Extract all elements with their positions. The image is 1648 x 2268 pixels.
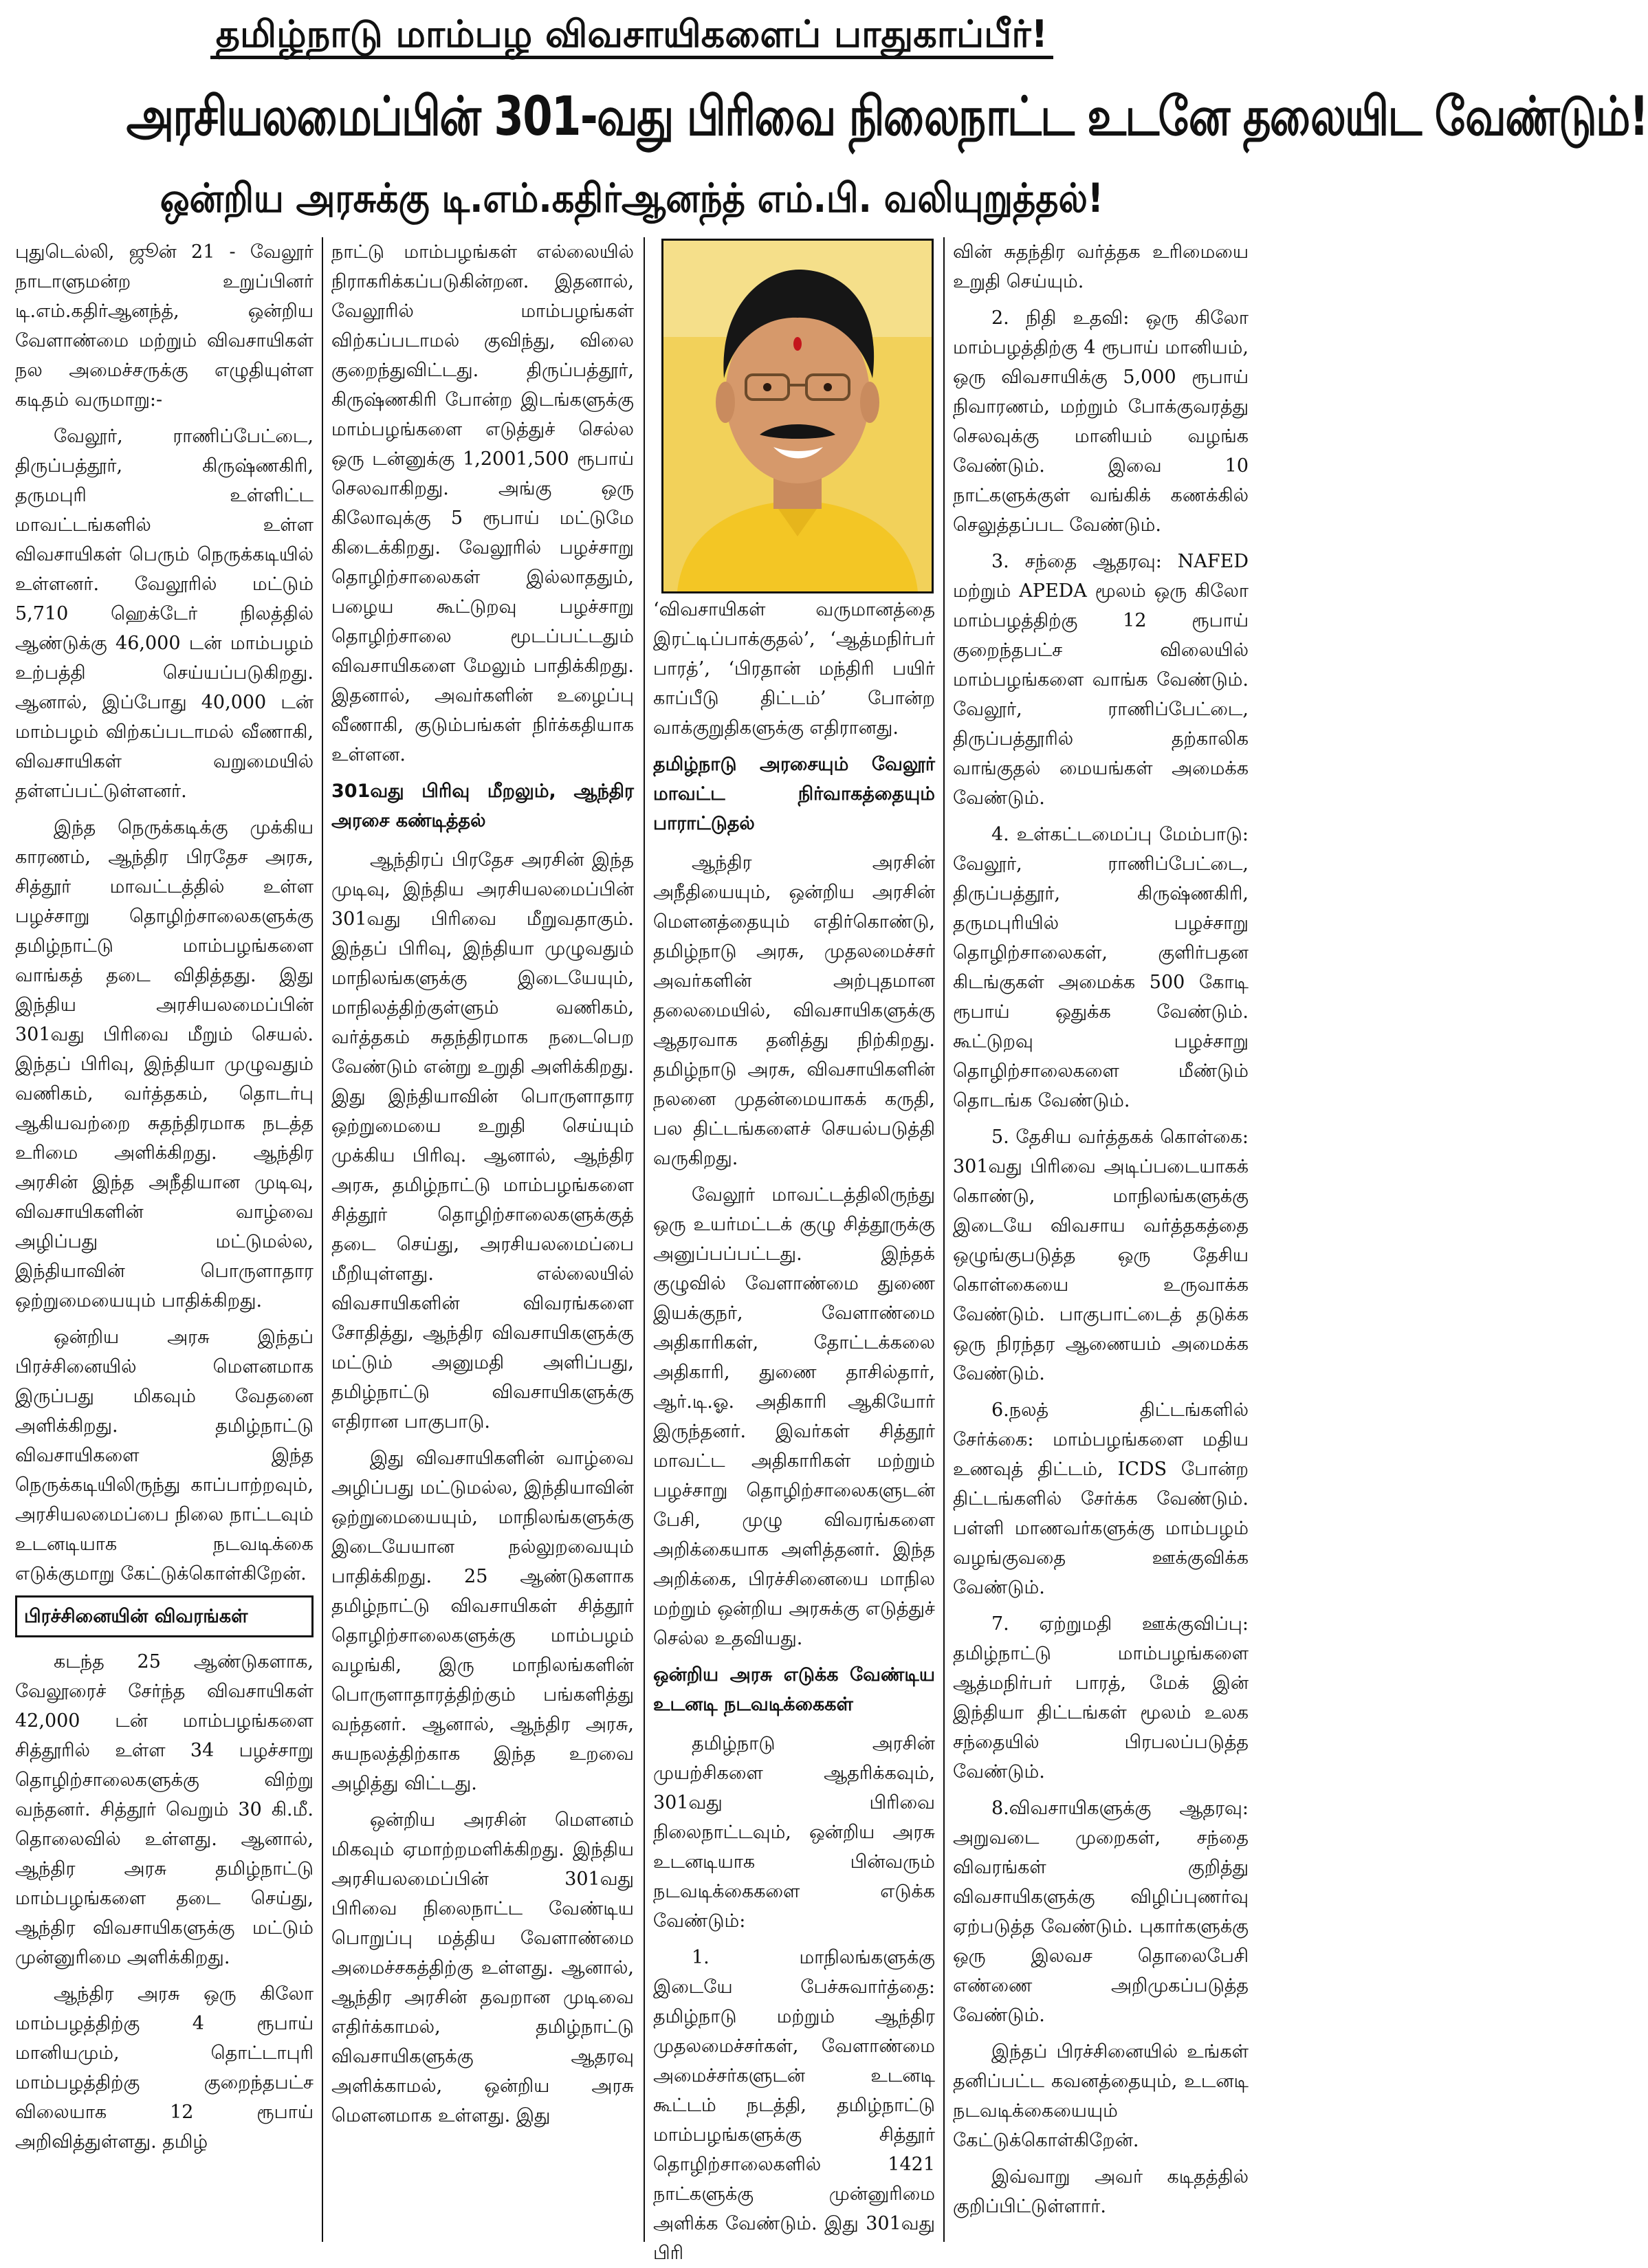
subheading: 301வது பிரிவு மீறலும், ஆந்திர அரசை கண்டித்தல் <box>331 781 634 831</box>
paragraph: 6.நலத் திட்டங்களில் சேர்க்கை: மாம்பழங்களை மதிய உணவுத் திட்டம், ICDS போன்ற திட்டங்களில் சேர்க்க வேண்டும். பள்ளி மாணவர்களுக்கு மாம்பழம் வழங்குவதை ஊக்குவிக்க வேண்டும். <box>953 1399 1249 1598</box>
paragraph: வேலூர், ராணிப்பேட்டை, திருப்பத்தூர், கிருஷ்ணகிரி, தருமபுரி உள்ளிட்ட மாவட்டங்களில் உள்ள விவசாயிகள் பெரும் நெருக்கடியில் உள்ளனர். வேலூரில் மட்டும் 5,710 ஹெக்டேர் நிலத்தில் ஆண்டுக்கு 46,000 டன் மாம்பழம் உற்பத்தி செய்யப்படுகிறது. ஆனால், இப்போது 40,000 டன் மாம்பழம் விற்கப்படாமல் வீணாகி, விவசாயிகள் வறுமையில் தள்ளப்பட்டுள்ளனர். <box>15 426 314 802</box>
paragraph: இது விவசாயிகளின் வாழ்வை அழிப்பது மட்டுமல்ல, இந்தியாவின் ஒற்றுமையையும், மாநிலங்களுக்கு இடையேயான நல்லுறவையும் பாதிக்கிறது. 25 ஆண்டுகளாக தமிழ்நாட்டு விவசாயிகள் சித்தூர் தொழிற்சாலைகளுக்கு மாம்பழம் வழங்கி, இரு மாநிலங்களின் பொருளாதாரத்திற்கும் பங்களித்து வந்தனர். ஆனால், ஆந்திர அரசு, சுயநலத்திற்காக இந்த உறவை அழித்து விட்டது. <box>331 1448 634 1794</box>
paragraph: புதுடெல்லி, ஜூன் 21 - வேலூர் நாடாளுமன்ற உறுப்பினர் டி.எம்.கதிர்ஆனந்த், ஒன்றிய வேளாண்மை மற்றும் விவசாயிகள் நல அமைச்சருக்கு எழுதியுள்ள கடிதம் வருமாறு:- <box>15 241 314 411</box>
paragraph: 2. நிதி உதவி: ஒரு கிலோ மாம்பழத்திற்கு 4 ரூபாய் மானியம், ஒரு விவசாயிக்கு 5,000 ரூபாய் நிவாரணம், மற்றும் போக்குவரத்து செலவுக்கு மானியம் வழங்க வேண்டும். இவை 10 நாட்களுக்குள் வங்கிக் கணக்கில் செலுத்தப்பட வேண்டும். <box>953 307 1249 536</box>
paragraph: ஒன்றிய அரசின் மௌனம் மிகவும் ஏமாற்றமளிக்கிறது. இந்திய அரசியலமைப்பின் 301வது பிரிவை நிலைநாட்ட வேண்டிய பொறுப்பு மத்திய வேளாண்மை அமைச்சகத்திற்கு உள்ளது. ஆனால், ஆந்திர அரசின் தவறான முடிவை எதிர்க்காமல், தமிழ்நாட்டு விவசாயிகளுக்கு ஆதரவு அளிக்காமல், ஒன்றிய அரசு மௌனமாக உள்ளது. இது <box>331 1809 634 2126</box>
paragraph: 3. சந்தை ஆதரவு: NAFED மற்றும் APEDA மூலம் ஒரு கிலோ மாம்பழத்திற்கு 12 ரூபாய் குறைந்தபட்ச விலையில் மாம்பழங்களை வாங்க வேண்டும். வேலூர், ராணிப்பேட்டை, திருப்பத்தூரில் தற்காலிக வாங்குதல் மையங்கள் அமைக்க வேண்டும். <box>953 551 1249 809</box>
deck-headline: ஒன்றிய அரசுக்கு டி.எம்.கதிர்ஆனந்த் எம்.பி. வலியுறுத்தல்! <box>160 175 1104 221</box>
paragraph: கடந்த 25 ஆண்டுகளாக, வேலூரைச் சேர்ந்த விவசாயிகள் 42,000 டன் மாம்பழங்களை சித்தூரில் உள்ள 34 பழச்சாறு தொழிற்சாலைகளுக்கு விற்று வந்தனர். சித்தூர் வெறும் 30 கி.மீ. தொலைவில் உள்ளது. ஆனால், ஆந்திர அரசு தமிழ்நாட்டு மாம்பழங்களை தடை செய்து, ஆந்திர விவசாயிகளுக்கு மட்டும் முன்னுரிமை அளிக்கிறது. <box>15 1651 314 1968</box>
subheading: ஒன்றிய அரசு எடுக்க வேண்டிய உடனடி நடவடிக்கைகள் <box>653 1664 935 1715</box>
column-rule <box>943 237 945 2242</box>
paragraph: 4. உள்கட்டமைப்பு மேம்பாடு: வேலூர், ராணிப்பேட்டை, திருப்பத்தூர், கிருஷ்ணகிரி, தருமபுரியில் பழச்சாறு தொழிற்சாலைகள், குளிர்பதன கிடங்குகள் அமைக்க 500 கோடி ரூபாய் ஒதுக்க வேண்டும். கூட்டுறவு பழச்சாறு தொழிற்சாலைகளை மீண்டும் தொடங்க வேண்டும். <box>953 824 1249 1111</box>
main-headline: அரசியலமைப்பின் 301-வது பிரிவை நிலைநாட்ட உடனே தலையிட வேண்டும்! <box>126 86 1648 148</box>
paragraph: ‘விவசாயிகள் வருமானத்தை இரட்டிப்பாக்குதல்’, ‘ஆத்மநிர்பர் பாரத்’, ‘பிரதான் மந்திரி பயிர் காப்பீடு திட்டம்’ போன்ற வாக்குறுதிகளுக்கு எதிரானது. <box>653 599 935 739</box>
paragraph: ஒன்றிய அரசு இந்தப் பிரச்சினையில் மௌனமாக இருப்பது மிகவும் வேதனை அளிக்கிறது. தமிழ்நாட்டு விவசாயிகளை இந்த நெருக்கடியிலிருந்து காப்பாற்றவும், அரசியலமைப்பை நிலை நாட்டவும் உடனடியாக நடவடிக்கை எடுக்குமாறு கேட்டுக்கொள்கிறேன். <box>15 1327 314 1584</box>
paragraph: 1. மாநிலங்களுக்கு இடையே பேச்சுவார்த்தை: தமிழ்நாடு மற்றும் ஆந்திர முதலமைச்சர்கள், வேளாண்மை அமைச்சர்களுடன் உடனடி கூட்டம் நடத்தி, தமிழ்நாட்டு மாம்பழங்களுக்கு சித்தூர் தொழிற்சாலைகளில் 1421 நாட்களுக்கு முன்னுரிமை அளிக்க வேண்டும். இது 301வது பிரி <box>653 1947 935 2264</box>
column-3 <box>653 595 935 2264</box>
subheading: தமிழ்நாடு அரசையும் வேலூர் மாவட்ட நிர்வாகத்தையும் பாராட்டுதல் <box>653 754 935 834</box>
portrait-photo <box>661 239 934 593</box>
paragraph: நாட்டு மாம்பழங்கள் எல்லையில் நிராகரிக்கப்படுகின்றன. இதனால், வேலூரில் மாம்பழங்கள் விற்கப்படாமல் குவிந்து, விலை குறைந்துவிட்டது. திருப்பத்தூர், கிருஷ்ணகிரி போன்ற இடங்களுக்கு மாம்பழங்களை எடுத்துச் செல்ல ஒரு டன்னுக்கு 1,2001,500 ரூபாய் செலவாகிறது. அங்கு ஒரு கிலோவுக்கு 5 ரூபாய் மட்டுமே கிடைக்கிறது. வேலூரில் பழச்சாறு தொழிற்சாலைகள் இல்லாததும், பழைய கூட்டுறவு பழச்சாறு தொழிற்சாலை மூடப்பட்டதும் விவசாயிகளை மேலும் பாதிக்கிறது. இதனால், அவர்களின் உழைப்பு வீணாகி, குடும்பங்கள் நிர்க்கதியாக உள்ளன. <box>331 241 634 765</box>
paragraph: வேலூர் மாவட்டத்திலிருந்து ஒரு உயர்மட்டக் குழு சித்தூருக்கு அனுப்பப்பட்டது. இந்தக் குழுவில் வேளாண்மை துணை இயக்குநர், வேளாண்மை அதிகாரிகள், தோட்டக்கலை அதிகாரி, துணை தாசில்தார், ஆர்.டி.ஓ. அதிகாரி ஆகியோர் இருந்தனர். இவர்கள் சித்தூர் மாவட்ட அதிகாரிகள் மற்றும் பழச்சாறு தொழிற்சாலைகளுடன் பேசி, முழு விவரங்களை அறிக்கையாக அளித்தனர். இந்த அறிக்கை, பிரச்சினையை மாநில மற்றும் ஒன்றிய அரசுக்கு எடுத்துச் செல்ல உதவியது. <box>653 1184 935 1649</box>
column-2 <box>331 237 634 2242</box>
column-rule <box>322 237 323 2242</box>
paragraph: ஆந்திரப் பிரதேச அரசின் இந்த முடிவு, இந்திய அரசியலமைப்பின் 301வது பிரிவை மீறுவதாகும். இந்தப் பிரிவு, இந்தியா முழுவதும் மாநிலங்களுக்கு இடையேயும், மாநிலத்திற்குள்ளும் வணிகம், வர்த்தகம் சுதந்திரமாக நடைபெற வேண்டும் என்று உறுதி அளிக்கிறது. இது இந்தியாவின் பொருளாதார ஒற்றுமையை உறுதி செய்யும் முக்கிய பிரிவு. ஆனால், ஆந்திர அரசு, தமிழ்நாட்டு மாம்பழங்களை சித்தூர் தொழிற்சாலைகளுக்குத் தடை செய்து, அரசியலமைப்பை மீறியுள்ளது. எல்லையில் விவசாயிகளின் விவரங்களை சோதித்து, ஆந்திர விவசாயிகளுக்கு மட்டும் அனுமதி அளிப்பது, தமிழ்நாட்டு விவசாயிகளுக்கு எதிரான பாகுபாடு. <box>331 849 634 1432</box>
paragraph: வின் சுதந்திர வர்த்தக உரிமையை உறுதி செய்யும். <box>953 241 1249 292</box>
paragraph: 5. தேசிய வர்த்தகக் கொள்கை: 301வது பிரிவை அடிப்படையாகக் கொண்டு, மாநிலங்களுக்கு இடையே விவசாய வர்த்தகத்தை ஒழுங்குபடுத்த ஒரு தேசிய கொள்கையை உருவாக்க வேண்டும். பாகுபாட்டைத் தடுக்க ஒரு நிரந்தர ஆணையம் அமைக்க வேண்டும். <box>953 1126 1249 1384</box>
portrait-illustration <box>663 241 932 591</box>
kicker-headline: தமிழ்நாடு மாம்பழ விவசாயிகளைப் பாதுகாப்பீர்! <box>0 6 1264 63</box>
paragraph: 8.விவசாயிகளுக்கு ஆதரவு: அறுவடை முறைகள், சந்தை விவரங்கள் குறித்து விவசாயிகளுக்கு விழிப்புணர்வு ஏற்படுத்த வேண்டும். புகார்களுக்கு ஒரு இலவச தொலைபேசி எண்ணை அறிமுகப்படுத்த வேண்டும். <box>953 1798 1249 2026</box>
paragraph: இவ்வாறு அவர் கடிதத்தில் குறிப்பிட்டுள்ளார். <box>953 2166 1249 2217</box>
column-rule <box>644 237 645 2242</box>
paragraph: இந்த நெருக்கடிக்கு முக்கிய காரணம், ஆந்திர பிரதேச அரசு, சித்தூர் மாவட்டத்தில் உள்ள பழச்சாறு தொழிற்சாலைகளுக்கு தமிழ்நாட்டு மாம்பழங்களை வாங்கத் தடை விதித்தது. இது இந்திய அரசியலமைப்பின் 301வது பிரிவை மீறும் செயல். இந்தப் பிரிவு, இந்தியா முழுவதும் வணிகம், வர்த்தகம், தொடர்பு ஆகியவற்றை சுதந்திரமாக நடத்த உரிமை அளிக்கிறது. ஆந்திர அரசின் இந்த அநீதியான முடிவு, விவசாயிகளின் வாழ்வை அழிப்பது மட்டுமல்ல, இந்தியாவின் பொருளாதார ஒற்றுமையையும் பாதிக்கிறது. <box>15 817 314 1311</box>
paragraph: ஆந்திர அரசு ஒரு கிலோ மாம்பழத்திற்கு 4 ரூபாய் மானியமும், தொட்டாபுரி மாம்பழத்திற்கு குறைந்தபட்ச விலையாக 12 ரூபாய் அறிவித்துள்ளது. தமிழ் <box>15 1983 314 2152</box>
subheading: பிரச்சினையின் விவரங்கள் <box>15 1595 314 1637</box>
paragraph: தமிழ்நாடு அரசின் முயற்சிகளை ஆதரிக்கவும், 301வது பிரிவை நிலைநாட்டவும், ஒன்றிய அரசு உடனடியாக பின்வரும் நடவடிக்கைகளை எடுக்க வேண்டும்: <box>653 1733 935 1932</box>
column-4 <box>953 237 1249 2242</box>
paragraph: இந்தப் பிரச்சினையில் உங்கள் தனிப்பட்ட கவனத்தையும், உடனடி நடவடிக்கையையும் கேட்டுக்கொள்கிறேன். <box>953 2041 1249 2151</box>
paragraph: ஆந்திர அரசின் அநீதியையும், ஒன்றிய அரசின் மௌனத்தையும் எதிர்கொண்டு, தமிழ்நாடு அரசு, முதலமைச்சர் அவர்களின் அற்புதமான தலைமையில், விவசாயிகளுக்கு ஆதரவாக தனித்து நிற்கிறது. தமிழ்நாடு அரசு, விவசாயிகளின் நலனை முதன்மையாகக் கருதி, பல திட்டங்களைச் செயல்படுத்தி வருகிறது. <box>653 852 935 1169</box>
paragraph: 7. ஏற்றுமதி ஊக்குவிப்பு: தமிழ்நாட்டு மாம்பழங்களை ஆத்மநிர்பர் பாரத், மேக் இன் இந்தியா திட்டங்கள் மூலம் உலக சந்தையில் பிரபலப்படுத்த வேண்டும். <box>953 1613 1249 1782</box>
column-1 <box>15 237 314 2242</box>
